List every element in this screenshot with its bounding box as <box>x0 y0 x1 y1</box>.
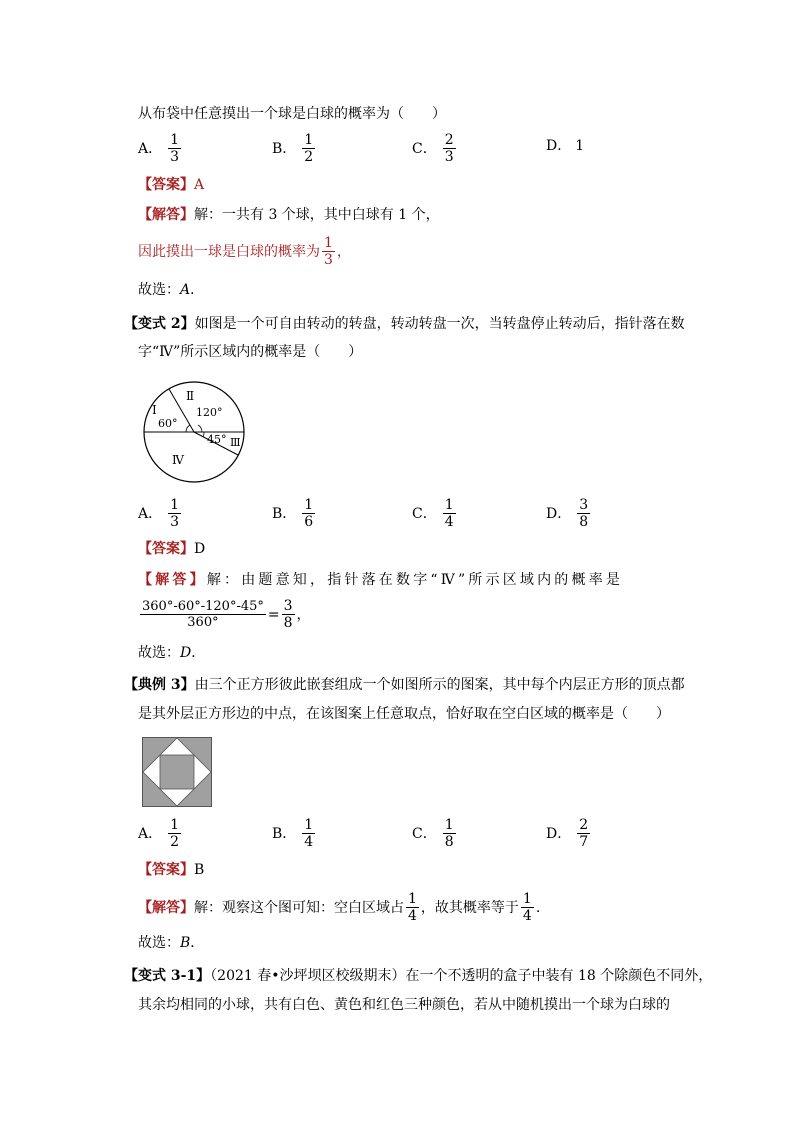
q1-analysis-line2: 因此摸出一球是白球的概率为 $\frac{1}{3}$ ， <box>138 235 351 268</box>
angle-label-60: 60° <box>158 417 178 430</box>
region-label-1: Ⅰ <box>152 403 157 417</box>
inner-square <box>160 755 194 789</box>
q2-analysis-line2: $\frac{360^\circ-60^\circ-120^\circ-45^\circ}{360^\circ}$ = $\frac{3}{8}$ ， <box>142 598 311 631</box>
q1-stem: 从布袋中任意摸出一个球是白球的概率为（ ） <box>138 106 446 122</box>
q1-option-c: C． $\frac{2}{3}$ <box>412 132 454 165</box>
q2-analysis-line1: 【解答】解：由题意知，指针落在数字“Ⅳ”所示区域内的概率是 <box>138 572 624 588</box>
nested-squares-figure <box>142 737 212 807</box>
q1-option-d: D． 1 <box>546 138 585 154</box>
spinner-figure <box>134 372 254 492</box>
q2-option-a: A． $\frac{1}{3}$ <box>138 497 180 530</box>
q2-answer: 【答案】D <box>138 541 206 557</box>
region-label-2: Ⅱ <box>186 389 195 403</box>
q3-conclusion: 故选：B． <box>138 935 205 951</box>
angle-label-45: 45° <box>207 433 227 446</box>
q1-analysis-line1: 【解答】解：一共有 3 个球，其中白球有 1 个， <box>138 207 440 223</box>
q2-stem-line2: 字“Ⅳ”所示区域内的概率是（ ） <box>138 344 363 360</box>
q2-stem-line1: 【变式 2】如图是一个可自由转动的转盘，转动转盘一次，当转盘停止转动后，指针落在数 <box>124 316 685 332</box>
q2-option-b: B． $\frac{1}{6}$ <box>272 497 314 530</box>
q2-option-d: D． $\frac{3}{8}$ <box>546 497 589 530</box>
q1-answer: 【答案】A <box>138 177 205 193</box>
q1-option-b: B． $\frac{1}{2}$ <box>272 132 314 165</box>
q3-answer: 【答案】B <box>138 862 205 878</box>
q3-stem-line1: 【典例 3】由三个正方形彼此嵌套组成一个如图所示的图案，其中每个内层正方形的顶点都 <box>124 677 685 693</box>
region-label-4: Ⅳ <box>172 453 184 467</box>
q2-conclusion: 故选：D． <box>138 645 206 661</box>
q3-option-c: C． $\frac{1}{8}$ <box>412 817 454 850</box>
q1-conclusion: 故选：A． <box>138 282 205 298</box>
q3-option-b: B． $\frac{1}{4}$ <box>272 817 314 850</box>
q3-analysis: 【解答】 解：观察这个图可知：空白区域占 $\frac{1}{4}$ ，故其概率等于 $\frac{1}{4}$ . <box>138 891 541 924</box>
q3-option-d: D． $\frac{2}{7}$ <box>546 817 589 850</box>
q2-option-c: C． $\frac{1}{4}$ <box>412 497 454 530</box>
angle-label-120: 120° <box>196 406 223 419</box>
q1-option-a: A． $\frac{1}{3}$ <box>138 132 180 165</box>
q4-stem-line2: 其余均相同的小球，共有白色、黄色和红色三种颜色，若从中随机摸出一个球为白球的 <box>138 997 670 1013</box>
q4-stem-line1: 【变式 3-1】（2021 春•沙坪坝区校级期末）在一个不透明的盒子中装有 18 个除颜色不同外， <box>124 968 713 984</box>
q3-option-a: A． $\frac{1}{2}$ <box>138 817 180 850</box>
q3-stem-line2: 是其外层正方形边的中点，在该图案上任意取点，恰好取在空白区域的概率是（ ） <box>138 706 670 722</box>
region-label-3: Ⅲ <box>230 436 241 449</box>
